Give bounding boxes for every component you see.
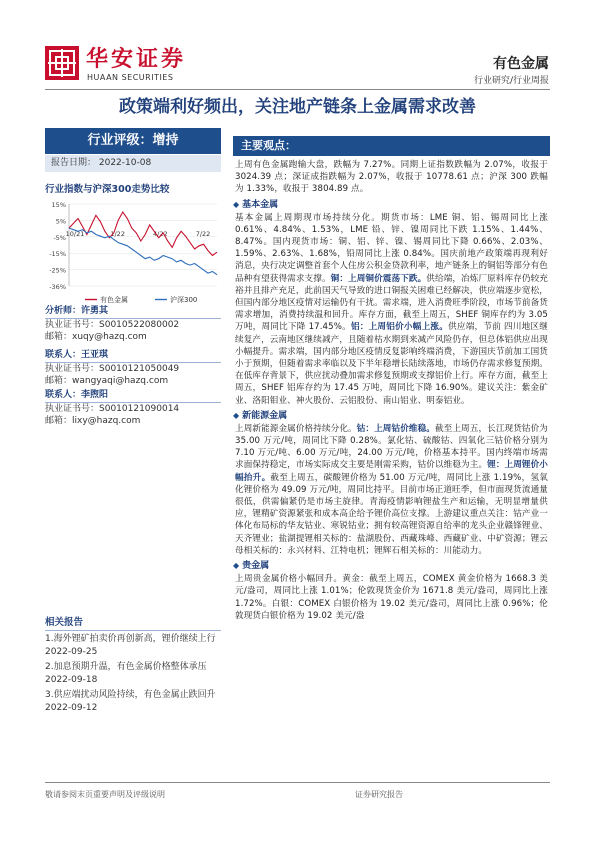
section-new-energy-metals <box>233 409 550 423</box>
chart-legend-label: 有色金属 <box>100 296 128 304</box>
chart-x-tick-label: 1/22 <box>110 230 125 239</box>
new-energy-text: 上周新能源金属价格持续分化。 <box>235 423 357 434</box>
section-precious-metals <box>233 559 550 573</box>
bullet-icon: ◆ <box>233 410 240 420</box>
analyst-block-3 <box>45 389 221 427</box>
intro-paragraph: 上周有色金属跑输大盘，跌幅为 7.27%。同期上证指数跌幅为 2.07%，收报于 3024.39 点；深证成指跌幅为 2.07%，收报于 10778.61 点；沪深 300 跌幅为 1.33%，收报于 3804.89 点。 <box>235 160 548 195</box>
chart-legend-label: 沪深300 <box>170 296 198 304</box>
chart-svg <box>45 200 221 308</box>
base-metals-text: 基本金属上周期现市场持续分化。期货市场：LME 铜、铝、锡周同比上涨 0.61%、4.84%、1.53%，LME 铅、锌、镍周同比下跌 1.15%、1.44%、8.47%。国内现货市场：铜、铝、锌、镍、锡周同比下降 0.66%、2.03%、1.59%、2.63%、1.68%，铅周同比上涨 0.84%。国庆前地产政策端再现利好消息，央行决定调整首套个人住房公积金贷款利率，地产链条上的铜铝等部分有色品种有望获得需求支撑。 <box>235 212 548 284</box>
report-title: 政策端利好频出，关注地产链条上金属需求改善 <box>119 97 476 117</box>
main-content <box>233 136 550 622</box>
section-title: 基本金属 <box>242 199 279 210</box>
contact-name: 联系人：王亚琪 <box>45 349 221 363</box>
contact-cert: 执业证书号：S0010121090014 <box>45 404 180 414</box>
chart-y-tick-label: -5% <box>53 233 66 242</box>
section-title: 贵金属 <box>242 561 270 572</box>
analyst-block-2 <box>45 349 221 387</box>
chart-y-tick-label: -36% <box>49 283 66 291</box>
chart-title: 行业指数与沪深300走势比较 <box>45 184 170 195</box>
contact-name: 联系人：李煦阳 <box>45 389 221 403</box>
related-report-link[interactable]: 1.海外锂矿拍卖价再创新高，锂价继续上行 2022-09-25 <box>45 634 216 657</box>
analyst-email[interactable]: 邮箱：xuqy@hazq.com <box>45 332 147 342</box>
bullet-icon: ◆ <box>233 561 240 571</box>
chart-x-tick-label: 7/22 <box>195 230 211 239</box>
chart-y-tick-label: 5% <box>55 217 66 226</box>
related-report-link[interactable]: 3.供应端扰动风险持续，有色金属止跌回升 2022-09-12 <box>45 690 216 713</box>
left-panel <box>45 128 221 308</box>
cobalt-highlight: 钴：上周钴价维稳。 <box>356 423 435 434</box>
base-metals-paragraph <box>233 212 550 407</box>
logo-english: HUAAN SECURITIES <box>87 73 174 82</box>
analyst-cert: 执业证书号：S0010522080002 <box>45 320 180 330</box>
precious-metals-paragraph: 上周贵金属价格小幅回升。黄金：截至上周五，COMEX 黄金价格为 1668.3 美元/盎司，周同比上涨 1.01%；伦敦现货金价为 1671.8 美元/盎司，周同比上涨 1.72%。白银：COMEX 白银价格为 19.02 美元/盎司，周同比上涨 0.96%；伦敦现货白银价格为 19.02 美元/盎 <box>235 574 548 621</box>
logo-text: 华安证券 <box>86 47 187 72</box>
analyst-block-1 <box>45 305 221 343</box>
related-heading: 相关报告 <box>45 617 221 631</box>
page-header <box>0 0 595 90</box>
contact-email[interactable]: 邮箱：lixy@hazq.com <box>45 416 141 426</box>
new-energy-paragraph <box>233 423 550 557</box>
copper-highlight: 铜：上周铜价震荡下跌。 <box>330 273 427 284</box>
report-type: 行业研究/行业周报 <box>473 76 549 86</box>
industry-category: 有色金属 <box>493 56 549 72</box>
footer-disclaimer: 敬请参阅末页重要声明及评级说明 <box>45 790 165 799</box>
contact-email[interactable]: 邮箱：wangyaqi@hazq.com <box>45 376 169 386</box>
aluminum-text: 供应端，节前 四川地区继续复产，云南地区继续减产，且随着枯水期到来减产风险仍存，但总体铝供应出现小幅提升。需求端，国内部分地区疫情反复影响终端消费，下游国庆节前加工国货小于预期，但随着需求率临以及下半年稳增长陆续落地，市场仍存需求修复预期。在低库存背景下，供应扰动叠加需求修复预期或支撑铝价上行。库存方面，截至上周五，SHEF 铝库存约为 17.45 万吨，周同比下降 16.90%。建议关注：紫金矿业、洛阳钼业、神火股份、云铝股份、南山铝业、明泰铝业。 <box>235 322 549 406</box>
bullet-icon: ◆ <box>233 199 240 209</box>
index-comparison-chart <box>45 200 221 308</box>
chart-y-tick-label: -25% <box>49 266 66 275</box>
aluminum-highlight: 铝：上周铝价小幅上涨。 <box>350 322 449 333</box>
related-report-link[interactable]: 2.加息预期升温，有色金属价格整体承压 2022-09-18 <box>45 662 207 685</box>
industry-rating: 行业评级：增持 <box>45 128 221 154</box>
huaan-logo-icon <box>45 46 79 80</box>
chart-x-tick-label: 4/22 <box>153 230 168 239</box>
header-divider <box>45 89 550 90</box>
section-base-metals <box>233 198 550 212</box>
section-title: 新能源金属 <box>242 410 288 421</box>
lithium-highlight: 锂：上周锂价小幅抬升。 <box>235 460 548 483</box>
footer-divider <box>45 782 550 783</box>
contact-cert: 执业证书号：S0010121050049 <box>45 364 180 374</box>
cobalt-text: 截至上周五，长江现货钴价为 35.00 万元/吨，周同比下降 0.28%。氯化钴、硫酸钴、四氧化三钴价格分别为 7.10 万元/吨、6.00 万元/吨，24.00 万元/吨，价格基本持平。国内终端市场需求面保持稳定，市场实际成交主要是刚需采购，钴价以维稳为主。 <box>235 423 548 471</box>
lithium-text: 截至上周五，碳酸锂价格为 51.00 万元/吨，周同比上涨 1.19%，氢氧化锂价格为 49.09 万元/吨，周同比持平。目前市场正道旺季，但市面现货流通量很低，供需偏紧仍是市场主旋律。青海疫情影响锂盐生产和运输，无明显增量供应，锂精矿资源紧张和成本高企给予锂价高位支撑。上游建议重点关注：钴产业一体化布局标的华友钴业、寒锐钴业；拥有较高锂资源自给率的龙头企业赣锋锂业、天齐锂业；盐湖提锂相关标的：盐湖股份、西藏珠峰、西藏矿业、中矿资源；锂云母相关标的：永兴材料、江特电机；锂辉石相关标的：川能动力。 <box>235 472 548 556</box>
main-heading: 主要观点： <box>233 136 550 156</box>
chart-x-tick-label: 10/21 <box>65 230 85 239</box>
copper-text: 供给端，冶炼厂原料库存仍较充裕并且排产充足，此前国天气导致的进口铜报关困难已经解决，供应端逐步宽松，但国内部分地区疫情对运输仍有干扰。需求端，进入消费旺季阶段，市场节前备货需求增加，消费持续温和回升。库存方面，截至上周五，SHEF 铜库存约为 3.05 万吨，周同比下降 17.45%。 <box>235 273 548 333</box>
footer-label: 证券研究报告 <box>355 790 403 799</box>
report-date: 报告日期： 2022-10-08 <box>45 155 221 172</box>
chart-y-tick-label: 15% <box>51 201 66 209</box>
chart-y-tick-label: -15% <box>49 250 66 259</box>
analyst-name: 分析师：许勇其 <box>45 305 221 319</box>
related-reports <box>45 617 221 715</box>
